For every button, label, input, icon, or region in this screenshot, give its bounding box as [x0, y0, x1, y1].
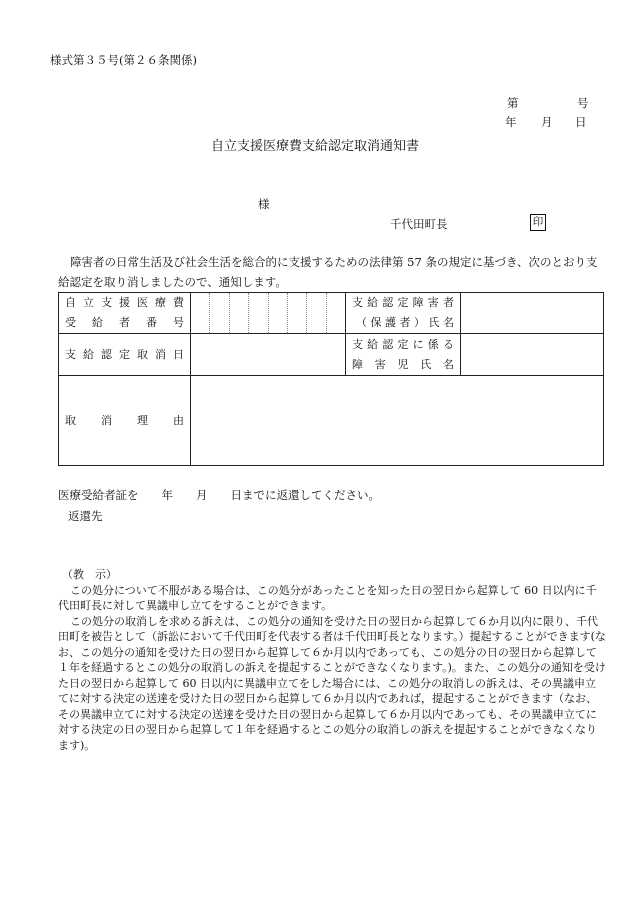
- label-char: 由: [173, 413, 184, 427]
- cancellation-reason-label: [59, 376, 191, 466]
- digit-box[interactable]: [249, 293, 268, 333]
- label-char: る: [442, 337, 454, 351]
- label-line: [346, 293, 460, 313]
- recipient-suffix: 様: [258, 197, 270, 211]
- label-line: [346, 313, 460, 333]
- date-day-label: 日: [575, 115, 587, 129]
- child-name-field[interactable]: [461, 334, 604, 376]
- doc-number-dai-label: 第: [507, 96, 519, 110]
- label-char: 費: [173, 296, 184, 309]
- label-char: 支: [101, 296, 112, 309]
- label-line: [346, 335, 460, 355]
- label-char: 係: [427, 337, 439, 351]
- label-char: 取: [65, 413, 76, 427]
- label-char: 給: [367, 337, 379, 351]
- label-char: 療: [155, 296, 166, 309]
- label-char: 理: [137, 413, 148, 427]
- digit-box[interactable]: [288, 293, 307, 333]
- recipient-number-field[interactable]: [191, 293, 346, 334]
- table-row: [59, 293, 604, 334]
- label-char: 名: [443, 357, 454, 371]
- label-char: 認: [101, 347, 112, 361]
- label-char: 支: [65, 347, 76, 361]
- label-char: 氏: [420, 357, 432, 371]
- digit-box[interactable]: [230, 293, 249, 333]
- label-char: 定: [119, 347, 130, 361]
- label-char: 認: [382, 337, 394, 351]
- form-number: 様式第３５号(第２６条関係): [50, 53, 197, 67]
- digit-box[interactable]: [327, 293, 345, 333]
- digit-box[interactable]: [307, 293, 326, 333]
- label-char: 氏: [428, 316, 440, 329]
- doc-number-go-label: 号: [577, 96, 589, 110]
- label-char: 者: [442, 296, 454, 309]
- label-line: [346, 355, 460, 375]
- notice-heading: （教 示）: [62, 568, 117, 581]
- label-line: [59, 313, 190, 333]
- label-char: 支: [352, 337, 363, 351]
- label-char: 認: [382, 296, 394, 309]
- label-char: 援: [119, 296, 130, 309]
- label-char: 給: [367, 296, 379, 309]
- label-char: 定: [397, 337, 409, 351]
- notice-paragraph-2: この処分の取消しを求める訴えは、この処分の通知を受けた日の翌日から起算して６か月以内に限り、千代田町を被告として（訴訟において千代田町を代表する者は千代田町長となります。）提起することができます(なお、この処分の通知を受けた日の翌日から起算して６か月以内であっても、この処分の日の翌日から起算して１年を経過するとこの処分の取消しの訴えを提起することができなくなります。)。また、この処分の通知を受けた日の翌日から起算して 60 日以内に異議申立てをした場合には、この処分の取消しの訴えは、その異議申立てに対する決定の送達を受けた日の翌日から起算して６か月以内であれば，提起することができます（なお、その異議申立てに対する決定の送達を受けた日の翌日から起算して６か月以内であっても、その異議申立てに対する決定の日の翌日から起算して１年を経過するとこの処分の取消しの訴えを提起することができなくなります)。: [58, 614, 606, 752]
- table-row: [59, 376, 604, 466]
- body-paragraph: 障害者の日常生活及び社会生活を総合的に支援するための法律第 57 条の規定に基づき、次のとおり支給認定を取り消しましたので、通知します。: [58, 255, 598, 289]
- date-year-label: 年: [505, 115, 517, 129]
- cancellation-reason-field[interactable]: [191, 376, 604, 466]
- label-char: 害: [374, 357, 386, 371]
- label-char: 保: [370, 316, 382, 329]
- table-row: [59, 334, 604, 376]
- label-char: ）: [414, 316, 425, 329]
- label-char: 児: [397, 357, 409, 371]
- label-char: （: [356, 316, 367, 329]
- return-to-label: 返還先: [68, 509, 103, 523]
- label-char: 者: [119, 316, 130, 329]
- label-char: に: [412, 337, 424, 351]
- label-char: 給: [92, 316, 103, 329]
- cancellation-form-table: [58, 292, 604, 466]
- label-char: 号: [173, 316, 184, 329]
- label-char: 医: [137, 296, 148, 309]
- label-char: 番: [146, 316, 157, 329]
- label-char: 定: [397, 296, 409, 309]
- label-char: 受: [65, 316, 76, 329]
- notice-paragraph-1: この処分について不服がある場合は、この処分があったことを知った日の翌日から起算して 60 日以内に千代田町長に対して異議申し立てをすることができます。: [58, 583, 597, 612]
- cancellation-date-field[interactable]: [191, 334, 346, 376]
- label-char: 自: [65, 296, 76, 309]
- digit-box[interactable]: [269, 293, 288, 333]
- return-instruction: 医療受給者証を 年 月 日までに返還してください。: [58, 488, 380, 502]
- digit-box[interactable]: [210, 293, 229, 333]
- body-text: [58, 252, 606, 292]
- label-char: 給: [83, 347, 94, 361]
- document-title: 自立支援医療費支給認定取消通知書: [210, 139, 419, 154]
- notice-section: [58, 567, 606, 753]
- child-name-label: [346, 334, 461, 376]
- label-char: 者: [399, 316, 411, 329]
- label-char: 障: [412, 296, 424, 309]
- label-char: 害: [427, 296, 439, 309]
- label-char: 取: [137, 347, 148, 361]
- issuer-name: 千代田町長: [390, 217, 448, 231]
- label-char: 立: [83, 296, 94, 309]
- label-line: [59, 345, 190, 365]
- digit-boxes: [191, 293, 345, 333]
- label-char: 名: [443, 316, 454, 329]
- label-char: 支: [352, 296, 363, 309]
- date-month-label: 月: [541, 115, 553, 129]
- label-char: 障: [352, 357, 363, 371]
- label-char: 日: [173, 347, 184, 361]
- label-char: 消: [101, 413, 112, 427]
- label-char: 消: [155, 347, 166, 361]
- recipient-number-label: [59, 293, 191, 334]
- label-line: [59, 293, 190, 313]
- guardian-name-field[interactable]: [461, 293, 604, 334]
- cancellation-date-label: [59, 334, 191, 376]
- digit-box[interactable]: [191, 293, 210, 333]
- guardian-name-label: [346, 293, 461, 334]
- seal-mark: 印: [530, 214, 546, 231]
- label-char: 護: [385, 316, 396, 329]
- label-line: [59, 411, 190, 431]
